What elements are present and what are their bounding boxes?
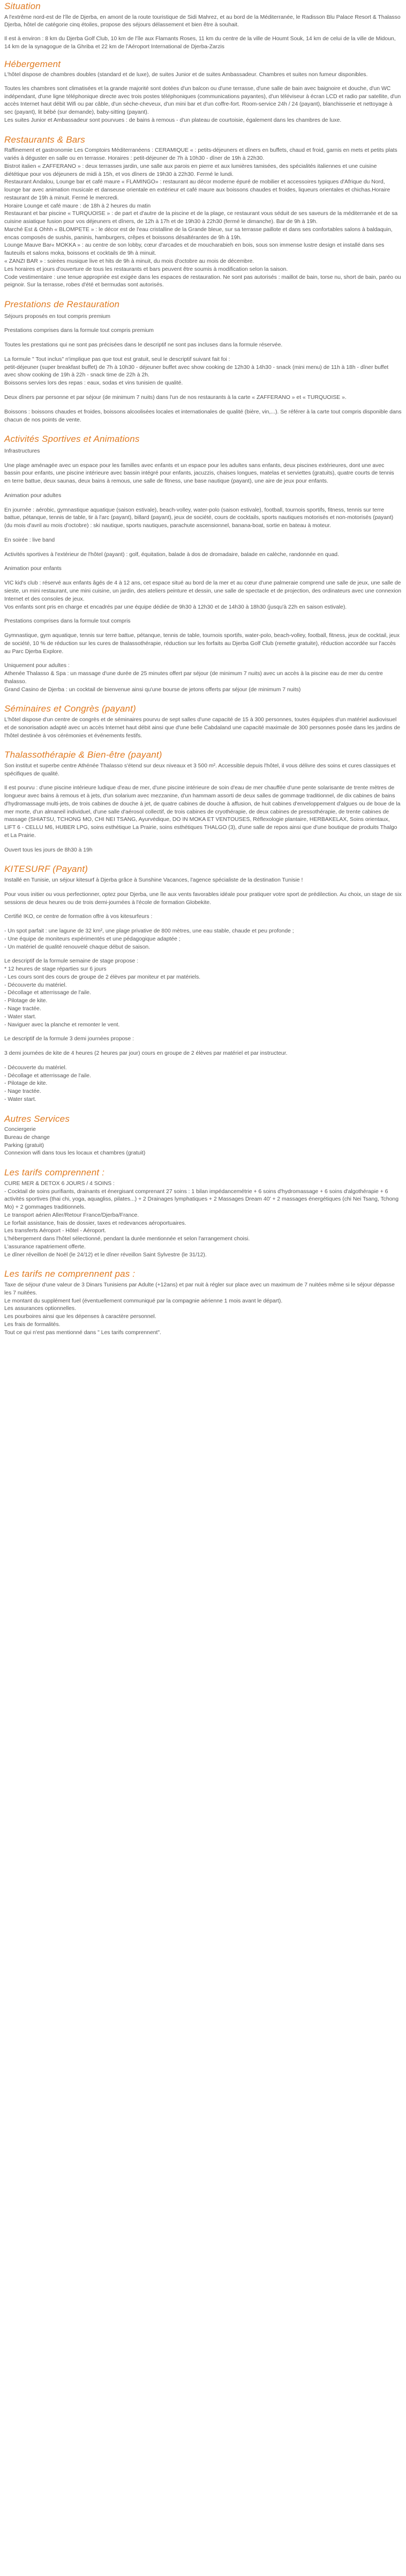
activites-paragraph: Uniquement pour adultes : Athenée Thalasso & Spa : un massage d'une durée de 25 minutes offert par séjour (de minimum 7 nuits) avec un accès à la piscine eau de mer du centre thalasso. Grand Casino de Djerba : un cocktail de bienvenue ainsi qu'une bourse de jetons offerts par séjour (de minimum 7 nuits) bbox=[4, 663, 383, 693]
tarifs-non-paragraph: Taxe de séjour d'une valeur de 3 Dinars Tunisiens par Adulte (+12ans) et par nuit à régler sur place avec un maximum de 7 nuitées même si le séjour dépasse les 7 nuitées. Le montant du supplément fuel (éventuellement communiqué par la compagnie aérienne 1 mois avant le départ). Les assurances optionnelles. Les pourboires ainsi que les dépenses à caractère personnel. Les frais de formalités. Tout ce qui n'est pas mentionné dans " Les tarifs comprennent". bbox=[4, 1282, 395, 1336]
section-prestations bbox=[4, 299, 402, 424]
kitesurf-paragraph: Le descriptif de la formule semaine de stage propose : * 12 heures de stage réparties sur 6 jours - Les cours sont des cours de groupe de 2 élèves par moniteur et par matériels. - Découverte du matériel. - Décollage et atterrissage de l'aile. - Pilotage de kite. - Nage tractée. - Water start. - Naviguer avec la planche et remonter le vent. bbox=[4, 958, 201, 1028]
section-title-thalasso: Thalassothérapie & Bien-être (payant) bbox=[4, 750, 162, 760]
kitesurf-paragraph: - Un spot parfait : une lagune de 32 km², une plage privative de 800 mètres, une eau stable, chaude et peu profonde ; - Une équipe de moniteurs expérimentés et une pédagogique adaptée ; - Un matériel de qualité renouvelé chaque début de saison. bbox=[4, 928, 294, 950]
restaurants-paragraph: Code vestimentaire : une tenue appropriée est exigée dans les espaces de restauration. Ne sont pas autorisés : maillot de bain, torse nu, short de bain, paréo ou peignoir. Sur la terrasse, robes d'été et bermudas sont autorisés. bbox=[4, 274, 401, 288]
section-title-activites: Activités Sportives et Animations bbox=[4, 434, 140, 445]
kitesurf-paragraph: - Découverte du matériel. - Décollage et atterrissage de l'aile. - Pilotage de kite. - Nage tractée. - Water start. bbox=[4, 1064, 91, 1102]
hebergement-paragraph: Toutes les chambres sont climatisées et la grande majorité sont dotées d'un balcon ou d'une terrasse, d'une salle de bain avec baignoire et douche, d'un WC indépendant, d'une ligne téléphonique directe avec trois postes téléphoniques (communications payantes), d'un téléviseur à écran LCD et radio par satellite, d'un accès Internet haut débit Wifi ou par câble, d'un sèche-cheveux, d'un mini bar et d'un coffre-fort. Room-service 24h / 24 (payant), blanchisserie et nettoyage à sec (payant), lit bébé (sur demande), baby-sitting (payant). bbox=[4, 85, 401, 116]
section-title-kitesurf: KITESURF (Payant) bbox=[4, 864, 88, 875]
kitesurf-paragraph: Certifié IKO, ce centre de formation offre à vos kitesurfeurs : bbox=[4, 914, 153, 920]
kitesurf-paragraph: Installé en Tunisie, un séjour kitesurf à Djerba grâce à Sunshine Vacances, l'agence spécialiste de la destination Tunisie ! bbox=[4, 877, 303, 884]
kitesurf-paragraph: Pour vous initier ou vous perfectionner, optez pour Djerba, une île aux vents favorables idéale pour pratiquer votre sport de prédilection. Au choix, un stage de six sessions de deux heures ou de trois demi-journées à l'école de formation Globekite. bbox=[4, 891, 402, 906]
section-tarifs bbox=[4, 1167, 402, 1259]
prestations-paragraph: Boissons : boissons chaudes et froides, boissons alcoolisées locales et internationales de qualité (bière, vin,...). Se référer à la carte tout compris disponible dans chacun de nos points de vente. bbox=[4, 409, 402, 423]
restaurants-paragraph: Lounge Mauve Bar« MOKKA » : au centre de son lobby, cœur d'arcades et de moucharabieh en bois, sous son immense lustre design et installé dans ses fauteuils et salons moka, boissons et cocktails de 9h à minuit. bbox=[4, 242, 385, 257]
restaurants-paragraph: Raffinement et gastronomie Les Comptoirs Méditerranéens : CERAMIQUE « : petits-déjeuners et dîners en buffets, chaud et froid, garnis en mets et petits plats variés à déguster en salle ou en terrasse. Horaires : petit-déjeuner de 7h à 10h30 - dîner de 19h à 22h30. bbox=[4, 147, 397, 162]
activites-paragraph: Une plage aménagée avec un espace pour les familles avec enfants et un espace pour les adultes sans enfants, deux piscines extérieures, dont une avec bassin pour enfants, une piscine intérieure avec bassin intégré pour enfants, jacuzzis, chaises longues, matelas et serviettes (gratuits), quatre courts de tennis en terre battue, deux saunas, deux bains à remous, une salle de fitness, une base nautique (payant), une aire de jeux pour enfants. bbox=[4, 462, 394, 485]
restaurants-paragraph: Marché Est & Ohhh « BLOMPETE » : le décor est de l'eau cristalline de la Grande bleue, sur sa terrasse paillote et dans ses confortables salons à baldaquin, encas composés de sushis, paninis, hamburgers, crêpes et boissons désaltérantes de 9h à 19h. bbox=[4, 226, 393, 241]
autres-paragraph: Conciergerie Bureau de change Parking (gratuit) Connexion wifi dans tous les locaux et chambres (gratuit) bbox=[4, 1127, 146, 1157]
restaurants-paragraph: Bistrot italien « ZAFFERANO » : deux terrasses jardin, une salle aux parois en pierre et aux lumières tamisées, des spécialités italiennes et une cuisine diététique pour vos déjeuners de midi à 15h, et vos dîners de 19h30 à 22h30. Fermé le lundi. bbox=[4, 163, 377, 177]
kitesurf-paragraph: Le descriptif de la formule 3 demi journées propose : bbox=[4, 1036, 134, 1042]
section-title-tarifs: Les tarifs comprennent : bbox=[4, 1167, 105, 1178]
activites-paragraph: En journée : aérobic, gymnastique aquatique (saison estivale), beach-volley, water-polo (saison estivale), football, tournois sportifs, fitness, tennis sur terre battue, pétanque, tennis de table, tir à l'arc (payant), billard (payant), jeux de société, cours de cocktails, sports nautiques motorisés et non-motorisés (payant) (du mois d'avril au mois d'octobre) : ski nautique, sports nautiques, parachute ascensionnel, banana-boat, sortie en bateau à moteur. bbox=[4, 507, 394, 529]
activites-paragraph: Animation pour adultes bbox=[4, 492, 62, 499]
section-restaurants bbox=[4, 135, 402, 290]
activites-paragraph: Gymnastique, gym aquatique, tennis sur terre battue, pétanque, tennis de table, tournois sportifs, water-polo, beach-volley, football, fitness, jeux de cocktail, jeux de société, 10 % de réduction sur les cures de thalassothérapie, réduction sur les forfaits au Djerba Golf Club (remette gratuite), réduction accordée sur l'accès au Parc Djerba Explore. bbox=[4, 633, 400, 655]
kitesurf-paragraph: 3 demi journées de kite de 4 heures (2 heures par jour) cours en groupe de 2 élèves par matériel et par instructeur. bbox=[4, 1050, 288, 1057]
thalasso-paragraph: Ouvert tous les jours de 8h30 à 19h bbox=[4, 847, 93, 853]
section-autres bbox=[4, 1114, 402, 1158]
activites-paragraph: Animation pour enfants bbox=[4, 566, 62, 572]
prestations-paragraph: Deux dîners par personne et par séjour (de minimum 7 nuits) dans l'un de nos restaurants à la carte « ZAFFERANO » et « TURQUOISE ». bbox=[4, 394, 347, 401]
section-situation bbox=[4, 0, 402, 51]
activites-paragraph: Infrastructures bbox=[4, 448, 40, 454]
activites-paragraph: Activités sportives à l'extérieur de l'hôtel (payant) : golf, équitation, balade à dos de dromadaire, balade en calèche, randonnée en quad. bbox=[4, 551, 339, 558]
prestations-paragraph: La formule " Tout inclus" n'implique pas que tout est gratuit, seul le descriptif suivant fait foi : petit-déjeuner (super breakfast buffet) de 7h à 10h30 - déjeuner buffet avec show cooking de 12h30 à 14h30 - snack (mini menu) de 11h à 18h - dîner buffet avec show cooking de 19h à 22h - snack time de 22h à 2h. Boissons servies lors des repas : eaux, sodas et vins tunisien de qualité. bbox=[4, 356, 389, 387]
activites-paragraph: En soirée : live band bbox=[4, 537, 55, 543]
section-thalasso bbox=[4, 750, 402, 854]
prestations-paragraph: Séjours proposés en tout compris premium bbox=[4, 313, 111, 320]
section-title-prestations: Prestations de Restauration bbox=[4, 299, 120, 310]
section-title-autres: Autres Services bbox=[4, 1113, 70, 1124]
thalasso-paragraph: Il est pourvu : d'une piscine intérieure ludique d'eau de mer, d'une piscine intérieure de soin d'eau de mer chauffée d'une pente solarisante de trente mètres de longueur avec bains à remous et à jets, d'un solarium avec mezzanine, d'un hammam assorti de deux salles de gommage traditionnel, de dix cabines de bains d'hydromassage multi-jets, de trois cabines de douche à jet, de quatre cabines de douche à affusion, de huit cabines d'enveloppement d'algues ou de boue de la mer morte, d'un almaneil individuel, d'une salle d'aérosol collectif, de trois cabines de cryothérapie, de deux cabines de pressothérapie, de trente cabines de massage (SHIATSU, TCHONG MO, CHI NEI TSANG, Ayurvédique, DO IN MOKA ET VENTOUSES, Réflexologie plantaire, HERBAKELAX, Soins orientaux, LIFT 6 - CELLU M6, HUBER LPG, soins esthétique La Prairie, soins esthétiques THALGO (3), d'une salle de repos ainsi que d'une boutique de produits Thalgo et La Prairie. bbox=[4, 785, 401, 839]
restaurants-paragraph: Les horaires et jours d'ouverture de tous les restaurants et bars peuvent être soumis à modification selon la saison. bbox=[4, 266, 288, 272]
section-activites bbox=[4, 434, 402, 694]
section-title-hebergement: Hébergement bbox=[4, 58, 61, 69]
situation-paragraph: Il est à environ : 8 km du Djerba Golf Club, 10 km de l'île aux Flamants Roses, 11 km du centre de la ville de Houmt Souk, 14 km de celui de la ville de Midoun, 14 km de la synagogue de la Ghriba et 22 km de l'Aéroport International de Djerba-Zarzis bbox=[4, 36, 396, 50]
tarifs-paragraph: CURE MER & DETOX 6 JOURS / 4 SOINS : - Cocktail de soins purifiants, drainants et énergisant comprenant 27 soins : 1 bilan impédancemétrie + 6 soins d'hydromassage + 6 soins d'algothérapie + 6 activités sportives (thai chi, yoga, aquagliss, pilates...) + 2 Drainages lymphatiques + 2 Massages Dream 40' + 2 massages énergétiques (chi Nei Tsang, Tchong Mo) + 2 gommages traditionnels. Le transport aérien Aller/Retour France/Djerba/France. Le forfait assistance, frais de dossier, taxes et redevances aéroportuaires. Les transferts Aéroport - Hôtel - Aéroport. L'hébergement dans l'hôtel sélectionné, pendant la durée mentionnée et selon l'arrangement choisi. L'assurance rapatriement offerte. Le dîner réveillon de Noël (le 24/12) et le dîner réveillon Saint Sylvestre (le 31/12). bbox=[4, 1180, 399, 1258]
seminaires-paragraph: L'hôtel dispose d'un centre de congrès et de séminaires pourvu de sept salles d'une capacité de 15 à 300 personnes, toutes équipées d'un matériel audiovisuel et de sonorisation adapté avec un accès Internet haut débit ainsi que d'une belle Cabdaland une capacité maximale de 300 personnes posée dans les jardins de l'hôtel destinée à vos cérémonies et événements festifs. bbox=[4, 716, 401, 739]
activites-paragraph: Prestations comprises dans la formule tout compris bbox=[4, 618, 131, 625]
restaurants-paragraph: « ZANZI BAR » : soirées musique live et hits de 9h à minuit, du mois d'octobre au mois de décembre. bbox=[4, 258, 254, 265]
restaurants-paragraph: Horaire Lounge et café maure : de 18h à 2 heures du matin bbox=[4, 203, 151, 209]
activites-paragraph: VIC kid's club : réservé aux enfants âgés de 4 à 12 ans, cet espace situé au bord de la mer et au cœur d'une palmeraie comprend une salle de jeux, une salle de sieste, un mini restaurant, une mini cuisine, un jardin, des ateliers peinture et dessin, une salle de spectacle et de projection, des ordinateurs avec une connexion Internet et des consoles de jeux. Vos enfants sont pris en charge et encadrés par une équipe dédiée de 9h30 à 12h30 et de 14h30 à 18h30 (jusqu'à 22h en saison estivale). bbox=[4, 580, 402, 610]
hebergement-paragraph: L'hôtel dispose de chambres doubles (standard et de luxe), de suites Junior et de suites Ambassadeur. Chambres et suites non fumeur disponibles. bbox=[4, 72, 368, 78]
restaurants-paragraph: Restaurant Andalou, Lounge bar et café maure « FLAMINGO» : restaurant au décor moderne épuré de mobilier et accessoires typiques d'Afrique du Nord, lounge bar avec animation musicale et danseuse orientale en extérieur et café maure aux boissons chaudes et froides, liqueurs orientales et chichas.Horaire restaurant de 19h à minuit. Fermé le mercredi. bbox=[4, 179, 390, 201]
restaurants-paragraph: Restaurant et bar piscine « TURQUOISE » : de part et d'autre de la piscine et de la plage, ce restaurant vous séduit de ses saveurs de la méditerranée et de sa cuisine asiatique fusion pour vos déjeuners et dîners, de 12h à 17h et de 19h30 à 22h30 (fermé le dimanche). Bar de 9h à 19h. bbox=[4, 211, 398, 225]
section-title-restaurants: Restaurants & Bars bbox=[4, 134, 85, 145]
hebergement-paragraph: Les suites Junior et Ambassadeur sont pourvues : de bains à remous - d'un plateau de courtoisie, également dans les chambres de luxe. bbox=[4, 117, 342, 123]
section-title-seminaires: Séminaires et Congrès (payant) bbox=[4, 704, 137, 714]
section-title-tarifs-non: Les tarifs ne comprennent pas : bbox=[4, 1269, 136, 1279]
section-tarifs-non bbox=[4, 1269, 402, 1337]
section-title-situation: Situation bbox=[4, 1, 41, 11]
thalasso-paragraph: Son institut et superbe centre Athénée Thalasso s'étend sur deux niveaux et 3 500 m². Accessible depuis l'hôtel, il vous délivre des soins et cures classiques et spécifiques de qualité. bbox=[4, 763, 396, 777]
prestations-paragraph: Toutes les prestations qui ne sont pas précisées dans le descriptif ne sont pas incluses dans la formule réservée. bbox=[4, 342, 283, 349]
section-seminaires bbox=[4, 704, 402, 740]
section-hebergement bbox=[4, 59, 402, 125]
prestations-paragraph: Prestations comprises dans la formule tout compris premium bbox=[4, 328, 154, 334]
situation-paragraph: A l'extrême nord-est de l'île de Djerba, en amont de la route touristique de Sidi Mahrez, et au bord de la Méditerranée, le Radisson Blu Palace Resort & Thalasso Djerba, hôtel de catégorie cinq étoiles, propose des séjours délassement et bien être à souhait. bbox=[4, 14, 401, 28]
section-kitesurf bbox=[4, 864, 402, 1104]
